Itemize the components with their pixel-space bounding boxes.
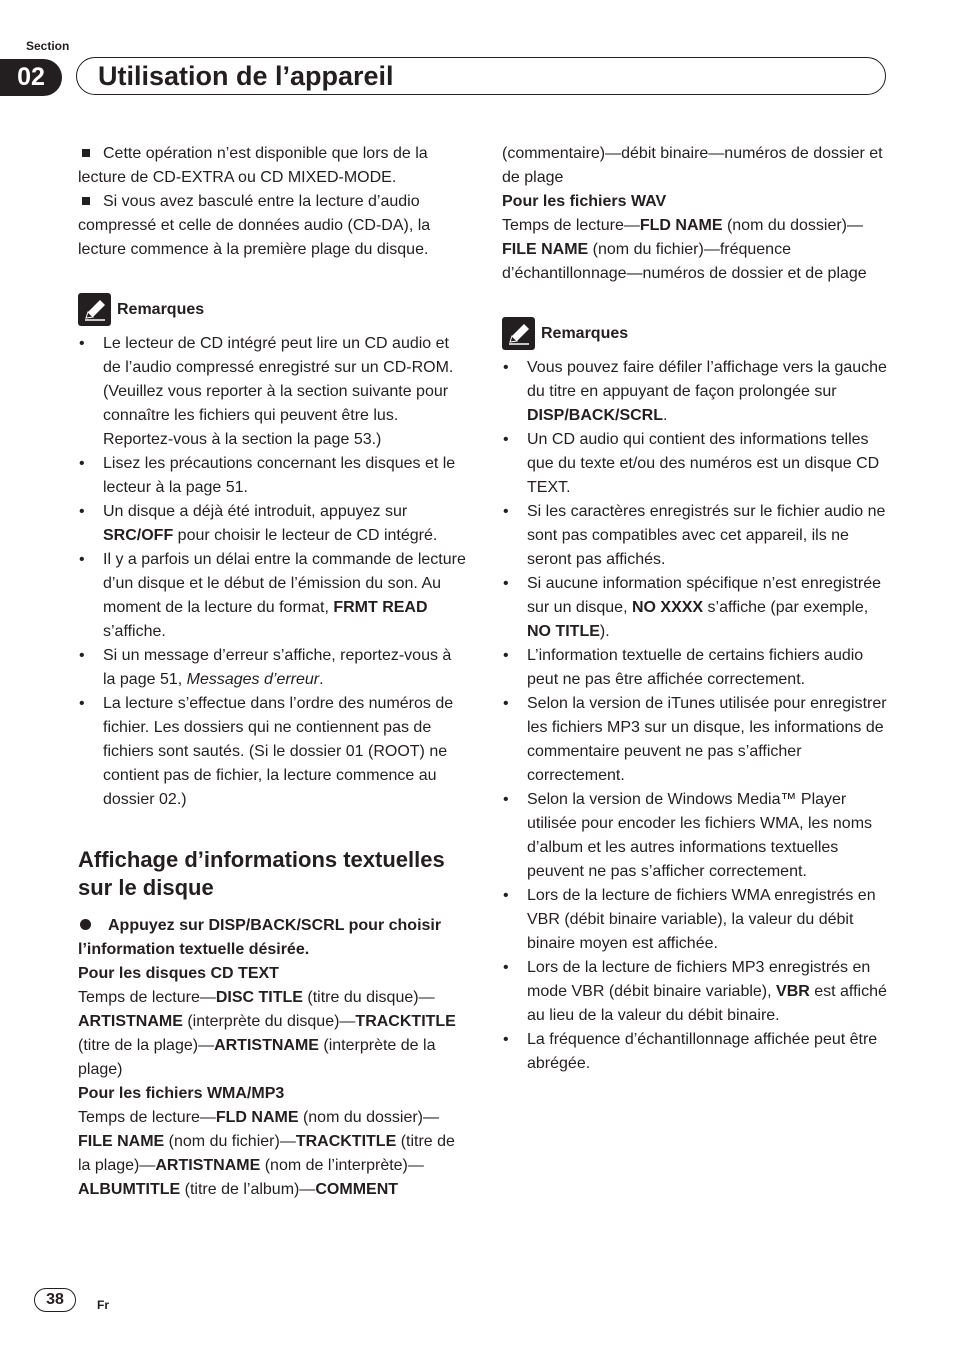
list-item: • Si un message d’erreur s’affiche, reportez-vous à la page 51, Messages d’erreur. — [78, 644, 466, 692]
list-item: • Lors de la lecture de fichiers MP3 enregistrés en mode VBR (débit binaire variable), VBR est affiché au lieu de la valeur du débit binaire. — [502, 956, 892, 1028]
list-item: • Il y a parfois un délai entre la commande de lecture d’un disque et le début de l’émission du son. Au moment de la lecture du format, FRMT READ s’affiche. — [78, 548, 466, 644]
pencil-note-icon — [78, 293, 111, 326]
instruction: Appuyez sur DISP/BACK/SCRL pour choisir l’information textuelle désirée. — [78, 917, 442, 958]
page-number: 38 — [34, 1288, 76, 1312]
right-column — [502, 142, 892, 1076]
intro-paragraph: Cette opération n’est disponible que lors de la lecture de CD-EXTRA ou CD MIXED-MODE. — [78, 145, 428, 186]
section-label: Section — [26, 39, 70, 53]
section-number-badge: 02 — [0, 59, 62, 96]
list-item: • Lisez les précautions concernant les disques et le lecteur à la page 51. — [78, 452, 466, 500]
square-bullet-icon — [82, 197, 90, 205]
list-item: • L’information textuelle de certains fichiers audio peut ne pas être affichée correctement. — [502, 644, 892, 692]
wav-description: Temps de lecture—FLD NAME (nom du dossier)—FILE NAME (nom du fichier)—fréquence d’échantillonnage—numéros de dossier et de plage — [502, 217, 867, 282]
square-bullet-icon — [82, 149, 90, 157]
wma-mp3-description: Temps de lecture—FLD NAME (nom du dossier)—FILE NAME (nom du fichier)—TRACKTITLE (titre de la plage)—ARTISTNAME (nom de l’interprète)—ALBUMTITLE (titre de l’album)—COMMENT — [78, 1109, 455, 1198]
list-item: • Si aucune information spécifique n’est enregistrée sur un disque, NO XXXX s’affiche (par exemple, NO TITLE). — [502, 572, 892, 644]
wma-mp3-description-continued: (commentaire)—débit binaire—numéros de dossier et de plage — [502, 145, 883, 186]
remarks-list — [502, 356, 892, 1076]
section-heading: Affichage d’informations textuelles sur le disque — [78, 847, 445, 900]
list-item: • Si les caractères enregistrés sur le fichier audio ne sont pas compatibles avec cet appareil, ils ne seront pas affichés. — [502, 500, 892, 572]
left-column — [78, 142, 466, 1202]
cd-text-heading: Pour les disques CD TEXT — [78, 965, 279, 982]
pencil-note-icon — [502, 317, 535, 350]
list-item: • Lors de la lecture de fichiers WMA enregistrés en VBR (débit binaire variable), la valeur du débit binaire moyen est affichée. — [502, 884, 892, 956]
remarks-heading: Remarques — [78, 293, 466, 326]
wma-mp3-heading: Pour les fichiers WMA/MP3 — [78, 1085, 285, 1102]
cd-text-description: Temps de lecture—DISC TITLE (titre du disque)—ARTISTNAME (interprète du disque)—TRACKTITLE (titre de la plage)—ARTISTNAME (interprète de la plage) — [78, 989, 456, 1078]
remarks-heading: Remarques — [502, 317, 892, 350]
list-item: • Vous pouvez faire défiler l’affichage vers la gauche du titre en appuyant de façon prolongée sur DISP/BACK/SCRL. — [502, 356, 892, 428]
list-item: • Selon la version de Windows Media™ Player utilisée pour encoder les fichiers WMA, les noms d’album et les autres informations textuelles peuvent ne pas s’afficher correctement. — [502, 788, 892, 884]
list-item: • La fréquence d’échantillonnage affichée peut être abrégée. — [502, 1028, 892, 1076]
language-code: Fr — [97, 1298, 109, 1312]
list-item: • Selon la version de iTunes utilisée pour enregistrer les fichiers MP3 sur un disque, les informations de commentaire peuvent ne pas s’afficher correctement. — [502, 692, 892, 788]
list-item: • La lecture s’effectue dans l’ordre des numéros de fichier. Les dossiers qui ne contiennent pas de fichiers sont sautés. (Si le dossier 01 (ROOT) ne contient pas de fichier, la lecture commence au dossier 02.) — [78, 692, 466, 812]
intro-paragraph: Si vous avez basculé entre la lecture d’audio compressé et celle de données audio (CD-DA), la lecture commence à la première plage du disque. — [78, 193, 431, 258]
list-item: • Le lecteur de CD intégré peut lire un CD audio et de l’audio compressé enregistré sur un CD-ROM. (Veuillez vous reporter à la section suivante pour connaître les fichiers qui peuvent être lus. Reportez-vous à la section la page 53.) — [78, 332, 466, 452]
list-item: • Un disque a déjà été introduit, appuyez sur SRC/OFF pour choisir le lecteur de CD intégré. — [78, 500, 466, 548]
wav-heading: Pour les fichiers WAV — [502, 193, 667, 210]
list-item: • Un CD audio qui contient des informations telles que du texte et/ou des numéros est un disque CD TEXT. — [502, 428, 892, 500]
remarks-list — [78, 332, 466, 812]
step-bullet-icon — [80, 919, 91, 930]
page-title: Utilisation de l’appareil — [98, 61, 394, 91]
